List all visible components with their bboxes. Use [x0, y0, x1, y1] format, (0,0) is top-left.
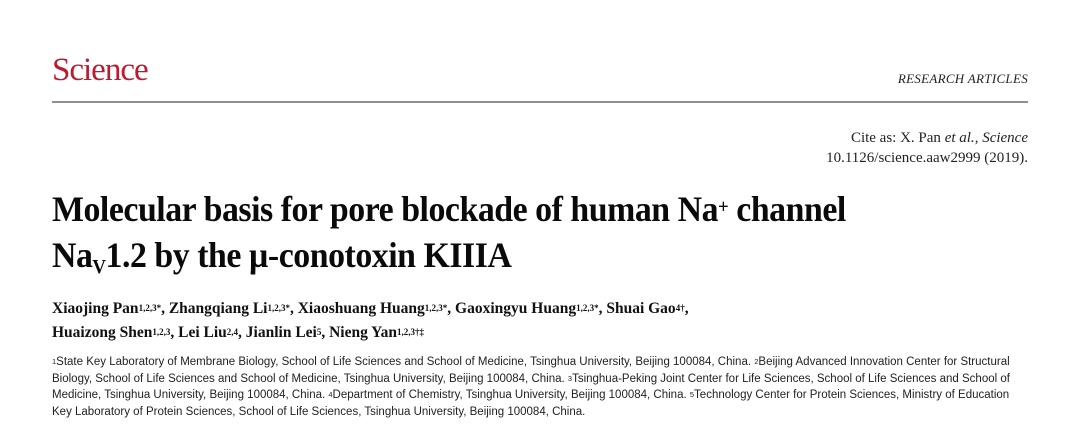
title-line-1 — [52, 189, 846, 229]
affiliation-text: Beijing Advanced Innovation Center for Structural Biology, School of Life Sciences and School of Medicine, Tsinghua University, Beijing 100084, China. — [52, 356, 1010, 385]
title-line-2-base: Na — [52, 235, 93, 275]
author-name[interactable]: Shuai Gao — [606, 300, 676, 317]
affiliation-number: 1 — [52, 357, 57, 366]
author-line-1 — [52, 297, 689, 321]
author-name[interactable]: Lei Liu — [178, 324, 227, 341]
affiliation-text: State Key Laboratory of Membrane Biology, School of Life Sciences and School of Medicine, Tsinghua University, Beijing 100084, China. — [56, 356, 755, 368]
title-line-2 — [52, 235, 512, 278]
title-subscript: V — [92, 256, 106, 278]
affiliation-text: Technology Center for Protein Sciences, Ministry of Education Key Laboratory of Protein Sciences, School of Life Sciences, Tsinghua University, Beijing 100084, China. — [52, 389, 1010, 418]
author-separator: , — [170, 324, 179, 341]
author-marks: 1,2,3* — [424, 303, 448, 313]
citation-et-al: et al. — [944, 130, 975, 146]
author-separator: , — [161, 300, 169, 317]
title-line-1-text: Molecular basis for pore blockade of human Na — [52, 189, 719, 229]
author-marks: 1,2,3* — [576, 303, 599, 313]
author-marks: 1,2,3 — [152, 327, 171, 337]
article-title — [52, 186, 846, 284]
citation-prefix: Cite as: X. Pan — [850, 130, 945, 146]
author-marks: 2,4 — [226, 327, 239, 337]
author-marks: 5 — [316, 327, 322, 337]
author-separator: , — [447, 300, 456, 317]
author-name[interactable]: Xiaojing Pan — [52, 300, 139, 317]
author-line-2 — [52, 321, 689, 345]
journal-logo: Science — [52, 52, 148, 88]
affiliation-number: 2 — [754, 357, 759, 366]
author-separator: , — [289, 300, 298, 317]
author-marks: 4† — [675, 303, 685, 313]
citation-separator: , — [974, 130, 983, 146]
author-marks: 1,2,3* — [267, 303, 290, 313]
author-separator: , — [238, 324, 246, 341]
title-line-2-text: 1.2 by the µ-conotoxin KIIIA — [105, 235, 512, 275]
citation — [826, 128, 1028, 168]
affiliation-number: 3 — [567, 373, 573, 383]
affiliation-text: Department of Chemistry, Tsinghua University, Beijing 100084, China. — [332, 389, 690, 401]
affiliation-text: Tsinghua-Peking Joint Center for Life Sciences, School of Life Sciences and School of Medicine, Tsinghua University, Beijing 100084, China. — [52, 372, 1010, 401]
author-separator: , — [684, 300, 689, 317]
author-marks: 1,2,3* — [138, 303, 162, 313]
author-separator: , — [321, 324, 330, 341]
affiliation-number: 4 — [328, 390, 333, 399]
author-name[interactable]: Huaizong Shen — [52, 324, 153, 341]
title-line-1-end: channel — [728, 189, 846, 229]
author-name[interactable]: Gaoxingyu Huang — [455, 300, 577, 317]
citation-doi: 10.1126/science.aaw2999 (2019). — [826, 150, 1028, 166]
author-marks: 1,2,3†‡ — [397, 327, 424, 337]
section-label: RESEARCH ARTICLES — [897, 71, 1028, 86]
title-superscript: + — [718, 196, 729, 218]
citation-journal: Science — [982, 130, 1028, 146]
author-list — [52, 297, 689, 345]
author-name[interactable]: Zhangqiang Li — [168, 300, 268, 317]
author-name[interactable]: Jianlin Lei — [245, 324, 317, 341]
affiliation-number: 5 — [689, 390, 695, 399]
affiliations — [52, 354, 1032, 420]
author-name[interactable]: Xiaoshuang Huang — [297, 300, 425, 317]
author-name[interactable]: Nieng Yan — [329, 324, 397, 341]
citation-line-1 — [826, 128, 1028, 148]
author-separator: , — [598, 300, 607, 317]
header-divider — [52, 101, 1028, 103]
